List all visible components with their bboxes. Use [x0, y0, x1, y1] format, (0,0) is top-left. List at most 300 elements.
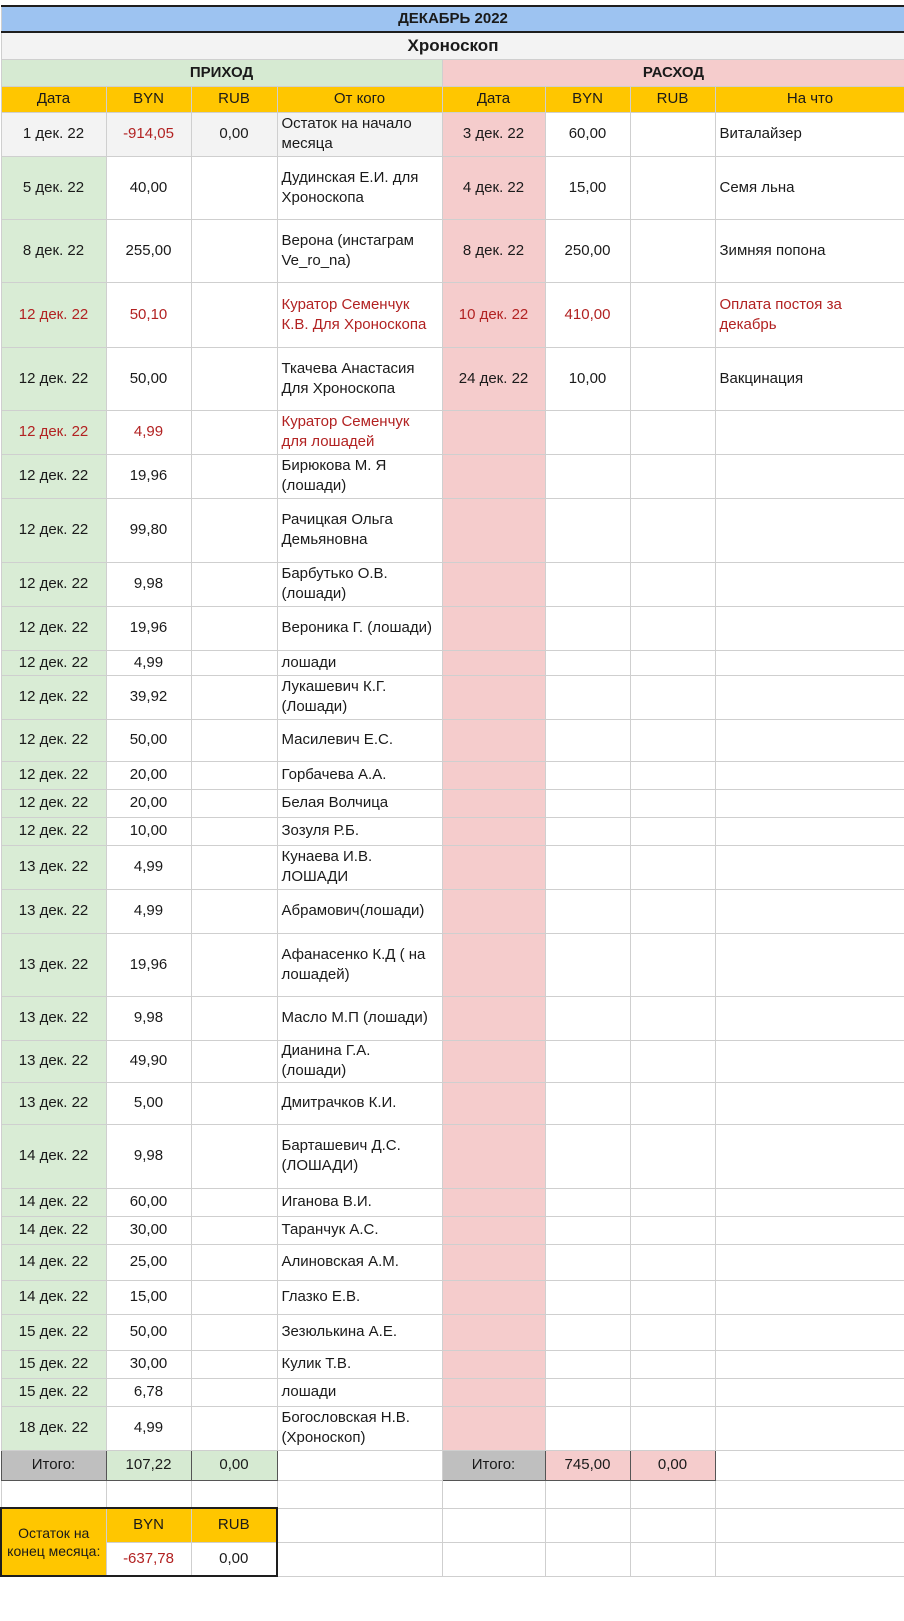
expense-what-cell[interactable]: Виталайзер: [715, 112, 904, 156]
expense-what-cell[interactable]: [715, 498, 904, 562]
expense-rub-cell[interactable]: [630, 675, 715, 719]
income-total-byn[interactable]: 107,22: [106, 1450, 191, 1480]
expense-byn-cell[interactable]: [545, 719, 630, 761]
expense-date-cell[interactable]: [442, 933, 545, 996]
balance-byn-header[interactable]: BYN: [106, 1508, 191, 1542]
income-byn-cell[interactable]: 50,10: [106, 282, 191, 347]
income-byn-cell[interactable]: 19,96: [106, 933, 191, 996]
expense-what-cell[interactable]: [715, 675, 904, 719]
expense-byn-cell[interactable]: [545, 1280, 630, 1314]
empty-cell[interactable]: [715, 1508, 904, 1542]
expense-byn-cell[interactable]: 410,00: [545, 282, 630, 347]
balance-rub-value[interactable]: 0,00: [191, 1542, 277, 1576]
income-rub-cell[interactable]: [191, 282, 277, 347]
income-byn-cell[interactable]: 99,80: [106, 498, 191, 562]
expense-total-byn[interactable]: 745,00: [545, 1450, 630, 1480]
income-from-cell[interactable]: Вероника Г. (лошади): [277, 606, 442, 650]
income-rub-cell[interactable]: [191, 1082, 277, 1124]
expense-date-cell[interactable]: 8 дек. 22: [442, 219, 545, 282]
income-date-cell[interactable]: 13 дек. 22: [1, 889, 106, 933]
expense-rub-cell[interactable]: [630, 650, 715, 675]
income-from-cell[interactable]: Дмитрачков К.И.: [277, 1082, 442, 1124]
income-rub-cell[interactable]: [191, 606, 277, 650]
expense-what-cell[interactable]: [715, 933, 904, 996]
expense-header-rub[interactable]: RUB: [630, 86, 715, 112]
expense-what-cell[interactable]: [715, 1040, 904, 1082]
income-byn-cell[interactable]: 4,99: [106, 410, 191, 454]
income-rub-cell[interactable]: [191, 219, 277, 282]
empty-cell[interactable]: [630, 1508, 715, 1542]
income-from-cell[interactable]: Абрамович(лошади): [277, 889, 442, 933]
expense-date-cell[interactable]: 4 дек. 22: [442, 156, 545, 219]
income-from-cell[interactable]: Афанасенко К.Д ( на лошадей): [277, 933, 442, 996]
income-from-cell[interactable]: Алиновская А.М.: [277, 1244, 442, 1280]
expense-what-cell[interactable]: [715, 1406, 904, 1450]
income-date-cell[interactable]: 5 дек. 22: [1, 156, 106, 219]
income-rub-cell[interactable]: [191, 454, 277, 498]
table-row: [1, 606, 904, 650]
income-date-cell[interactable]: 12 дек. 22: [1, 410, 106, 454]
expense-byn-cell[interactable]: [545, 675, 630, 719]
income-rub-cell[interactable]: 0,00: [191, 112, 277, 156]
income-byn-cell[interactable]: 30,00: [106, 1350, 191, 1378]
income-from-cell[interactable]: Горбачева А.А.: [277, 761, 442, 789]
income-rub-cell[interactable]: [191, 562, 277, 606]
income-rub-cell[interactable]: [191, 1406, 277, 1450]
income-byn-cell[interactable]: 20,00: [106, 761, 191, 789]
expense-byn-cell[interactable]: [545, 1350, 630, 1378]
expense-byn-cell[interactable]: [545, 1082, 630, 1124]
expense-byn-cell[interactable]: [545, 817, 630, 845]
expense-what-cell[interactable]: [715, 761, 904, 789]
income-from-cell[interactable]: Лукашевич К.Г. (Лошади): [277, 675, 442, 719]
income-from-cell[interactable]: Куратор Семенчук для лошадей: [277, 410, 442, 454]
income-date-cell[interactable]: 12 дек. 22: [1, 761, 106, 789]
expense-date-cell[interactable]: [442, 889, 545, 933]
income-header-from[interactable]: От кого: [277, 86, 442, 112]
expense-what-cell[interactable]: [715, 1350, 904, 1378]
expense-what-cell[interactable]: [715, 996, 904, 1040]
income-byn-cell[interactable]: 9,98: [106, 1124, 191, 1188]
income-title[interactable]: ПРИХОД: [1, 59, 442, 86]
expense-rub-cell[interactable]: [630, 789, 715, 817]
income-date-cell[interactable]: 15 дек. 22: [1, 1350, 106, 1378]
income-byn-cell[interactable]: 15,00: [106, 1280, 191, 1314]
expense-date-cell[interactable]: 10 дек. 22: [442, 282, 545, 347]
income-from-cell[interactable]: Барташевич Д.С. (ЛОШАДИ): [277, 1124, 442, 1188]
expense-what-cell[interactable]: [715, 562, 904, 606]
expense-rub-cell[interactable]: [630, 112, 715, 156]
expense-rub-cell[interactable]: [630, 498, 715, 562]
expense-byn-cell[interactable]: [545, 1188, 630, 1216]
expense-date-cell[interactable]: [442, 1378, 545, 1406]
income-from-cell[interactable]: Масилевич Е.С.: [277, 719, 442, 761]
expense-date-cell[interactable]: [442, 1406, 545, 1450]
expense-title[interactable]: РАСХОД: [442, 59, 904, 86]
income-from-cell[interactable]: Куратор Семенчук К.В. Для Хроноскопа: [277, 282, 442, 347]
expense-what-cell[interactable]: [715, 789, 904, 817]
expense-rub-cell[interactable]: [630, 1124, 715, 1188]
income-from-cell[interactable]: Остаток на начало месяца: [277, 112, 442, 156]
income-date-cell[interactable]: 8 дек. 22: [1, 219, 106, 282]
table-row: [1, 996, 904, 1040]
income-byn-cell[interactable]: 10,00: [106, 817, 191, 845]
expense-rub-cell[interactable]: [630, 1216, 715, 1244]
income-date-cell[interactable]: 13 дек. 22: [1, 1082, 106, 1124]
income-total-label[interactable]: Итого:: [1, 1450, 106, 1480]
expense-what-cell[interactable]: [715, 606, 904, 650]
expense-date-cell[interactable]: [442, 650, 545, 675]
expense-rub-cell[interactable]: [630, 1350, 715, 1378]
empty-cell[interactable]: [442, 1542, 545, 1576]
income-byn-cell[interactable]: 50,00: [106, 719, 191, 761]
income-from-cell[interactable]: Бирюкова М. Я (лошади): [277, 454, 442, 498]
income-byn-cell[interactable]: 4,99: [106, 1406, 191, 1450]
month-title[interactable]: ДЕКАБРЬ 2022: [1, 6, 904, 32]
income-byn-cell[interactable]: 4,99: [106, 845, 191, 889]
expense-rub-cell[interactable]: [630, 454, 715, 498]
expense-date-cell[interactable]: [442, 1082, 545, 1124]
income-date-cell[interactable]: 14 дек. 22: [1, 1124, 106, 1188]
expense-rub-cell[interactable]: [630, 933, 715, 996]
expense-rub-cell[interactable]: [630, 719, 715, 761]
income-byn-cell[interactable]: 50,00: [106, 347, 191, 410]
expense-what-cell[interactable]: [715, 889, 904, 933]
expense-rub-cell[interactable]: [630, 347, 715, 410]
income-rub-cell[interactable]: [191, 498, 277, 562]
expense-header-what[interactable]: На что: [715, 86, 904, 112]
expense-byn-cell[interactable]: [545, 1406, 630, 1450]
expense-byn-cell[interactable]: [545, 1216, 630, 1244]
expense-what-cell[interactable]: [715, 719, 904, 761]
income-from-cell[interactable]: Кулик Т.В.: [277, 1350, 442, 1378]
income-byn-cell[interactable]: 30,00: [106, 1216, 191, 1244]
income-rub-cell[interactable]: [191, 1378, 277, 1406]
income-date-cell[interactable]: 12 дек. 22: [1, 606, 106, 650]
month-row: [1, 6, 904, 32]
income-header-byn[interactable]: BYN: [106, 86, 191, 112]
balance-label[interactable]: Остаток на конец месяца:: [1, 1508, 106, 1576]
income-byn-cell[interactable]: 39,92: [106, 675, 191, 719]
project-title[interactable]: Хроноскоп: [1, 32, 904, 59]
expense-what-cell[interactable]: [715, 845, 904, 889]
expense-what-cell[interactable]: [715, 1280, 904, 1314]
expense-what-cell[interactable]: Зимняя попона: [715, 219, 904, 282]
expense-what-cell[interactable]: Семя льна: [715, 156, 904, 219]
expense-byn-cell[interactable]: [545, 562, 630, 606]
empty-cell[interactable]: [630, 1542, 715, 1576]
empty-cell[interactable]: [106, 1480, 191, 1508]
expense-byn-cell[interactable]: [545, 1244, 630, 1280]
empty-cell[interactable]: [277, 1480, 442, 1508]
income-date-cell[interactable]: 12 дек. 22: [1, 562, 106, 606]
expense-byn-cell[interactable]: 250,00: [545, 219, 630, 282]
income-from-cell[interactable]: Кунаева И.В. ЛОШАДИ: [277, 845, 442, 889]
income-rub-cell[interactable]: [191, 996, 277, 1040]
expense-date-cell[interactable]: 3 дек. 22: [442, 112, 545, 156]
income-rub-cell[interactable]: [191, 675, 277, 719]
expense-what-cell[interactable]: Вакцинация: [715, 347, 904, 410]
income-date-cell[interactable]: 12 дек. 22: [1, 650, 106, 675]
expense-date-cell[interactable]: 24 дек. 22: [442, 347, 545, 410]
expense-rub-cell[interactable]: [630, 1040, 715, 1082]
expense-byn-cell[interactable]: [545, 410, 630, 454]
income-date-cell[interactable]: 12 дек. 22: [1, 454, 106, 498]
expense-date-cell[interactable]: [442, 498, 545, 562]
income-rub-cell[interactable]: [191, 1124, 277, 1188]
income-total-rub[interactable]: 0,00: [191, 1450, 277, 1480]
income-byn-cell[interactable]: 6,78: [106, 1378, 191, 1406]
balance-header-row: [1, 1508, 904, 1542]
income-rub-cell[interactable]: [191, 789, 277, 817]
income-header-date[interactable]: Дата: [1, 86, 106, 112]
expense-rub-cell[interactable]: [630, 1082, 715, 1124]
empty-cell[interactable]: [442, 1480, 545, 1508]
empty-cell[interactable]: [545, 1508, 630, 1542]
expense-total-rub[interactable]: 0,00: [630, 1450, 715, 1480]
expense-date-cell[interactable]: [442, 1040, 545, 1082]
expense-byn-cell[interactable]: [545, 889, 630, 933]
income-from-cell[interactable]: Глазко Е.В.: [277, 1280, 442, 1314]
income-rub-cell[interactable]: [191, 719, 277, 761]
income-byn-cell[interactable]: 20,00: [106, 789, 191, 817]
expense-what-cell[interactable]: [715, 1314, 904, 1350]
expense-byn-cell[interactable]: [545, 1314, 630, 1350]
income-rub-cell[interactable]: [191, 845, 277, 889]
expense-rub-cell[interactable]: [630, 1188, 715, 1216]
expense-byn-cell[interactable]: [545, 1378, 630, 1406]
expense-byn-cell[interactable]: [545, 1040, 630, 1082]
expense-rub-cell[interactable]: [630, 996, 715, 1040]
table-row: [1, 650, 904, 675]
income-rub-cell[interactable]: [191, 1040, 277, 1082]
income-date-cell[interactable]: 15 дек. 22: [1, 1378, 106, 1406]
table-row: [1, 112, 904, 156]
expense-byn-cell[interactable]: [545, 789, 630, 817]
empty-cell[interactable]: [277, 1542, 442, 1576]
expense-byn-cell[interactable]: [545, 933, 630, 996]
income-rub-cell[interactable]: [191, 156, 277, 219]
income-rub-cell[interactable]: [191, 1314, 277, 1350]
expense-byn-cell[interactable]: 60,00: [545, 112, 630, 156]
income-from-cell[interactable]: лошади: [277, 650, 442, 675]
income-date-cell[interactable]: 13 дек. 22: [1, 845, 106, 889]
expense-what-cell[interactable]: [715, 454, 904, 498]
income-date-cell[interactable]: 12 дек. 22: [1, 719, 106, 761]
income-rub-cell[interactable]: [191, 410, 277, 454]
expense-header-byn[interactable]: BYN: [545, 86, 630, 112]
income-rub-cell[interactable]: [191, 1188, 277, 1216]
expense-date-cell[interactable]: [442, 1244, 545, 1280]
income-date-cell[interactable]: 14 дек. 22: [1, 1216, 106, 1244]
income-from-cell[interactable]: Дианина Г.А. (лошади): [277, 1040, 442, 1082]
income-rub-cell[interactable]: [191, 1280, 277, 1314]
income-byn-cell[interactable]: 25,00: [106, 1244, 191, 1280]
expense-header-date[interactable]: Дата: [442, 86, 545, 112]
income-date-cell[interactable]: 14 дек. 22: [1, 1188, 106, 1216]
expense-rub-cell[interactable]: [630, 889, 715, 933]
expense-what-cell[interactable]: [715, 1082, 904, 1124]
expense-byn-cell[interactable]: [545, 761, 630, 789]
income-byn-cell[interactable]: 4,99: [106, 889, 191, 933]
expense-total-label[interactable]: Итого:: [442, 1450, 545, 1480]
table-row: [1, 719, 904, 761]
income-byn-cell[interactable]: 5,00: [106, 1082, 191, 1124]
income-byn-cell[interactable]: 49,90: [106, 1040, 191, 1082]
expense-what-cell[interactable]: [715, 817, 904, 845]
empty-cell[interactable]: [277, 1508, 442, 1542]
empty-cell[interactable]: [715, 1480, 904, 1508]
income-from-cell[interactable]: Дудинская Е.И. для Хроноскопа: [277, 156, 442, 219]
empty-cell[interactable]: [191, 1480, 277, 1508]
expense-rub-cell[interactable]: [630, 606, 715, 650]
expense-rub-cell[interactable]: [630, 219, 715, 282]
expense-rub-cell[interactable]: [630, 562, 715, 606]
expense-byn-cell[interactable]: [545, 454, 630, 498]
income-header-rub[interactable]: RUB: [191, 86, 277, 112]
expense-rub-cell[interactable]: [630, 1378, 715, 1406]
income-date-cell[interactable]: 13 дек. 22: [1, 933, 106, 996]
income-from-cell[interactable]: лошади: [277, 1378, 442, 1406]
expense-rub-cell[interactable]: [630, 156, 715, 219]
expense-rub-cell[interactable]: [630, 282, 715, 347]
income-date-cell[interactable]: 12 дек. 22: [1, 498, 106, 562]
income-byn-cell[interactable]: 60,00: [106, 1188, 191, 1216]
empty-cell[interactable]: [442, 1508, 545, 1542]
income-from-cell[interactable]: Зозуля Р.Б.: [277, 817, 442, 845]
income-date-cell[interactable]: 12 дек. 22: [1, 789, 106, 817]
income-rub-cell[interactable]: [191, 817, 277, 845]
expense-byn-cell[interactable]: [545, 498, 630, 562]
expense-what-cell[interactable]: Оплата постоя за декабрь: [715, 282, 904, 347]
project-row: [1, 32, 904, 59]
income-rub-cell[interactable]: [191, 1216, 277, 1244]
income-date-cell[interactable]: 14 дек. 22: [1, 1244, 106, 1280]
expense-rub-cell[interactable]: [630, 410, 715, 454]
income-from-cell[interactable]: Таранчук А.С.: [277, 1216, 442, 1244]
expense-what-cell[interactable]: [715, 650, 904, 675]
expense-date-cell[interactable]: [442, 719, 545, 761]
income-date-cell[interactable]: 12 дек. 22: [1, 817, 106, 845]
expense-date-cell[interactable]: [442, 1314, 545, 1350]
expense-byn-cell[interactable]: 10,00: [545, 347, 630, 410]
income-from-cell[interactable]: Рачицкая Ольга Демьяновна: [277, 498, 442, 562]
expense-what-cell[interactable]: [715, 410, 904, 454]
income-byn-cell[interactable]: 40,00: [106, 156, 191, 219]
expense-date-cell[interactable]: [442, 761, 545, 789]
empty-cell[interactable]: [277, 1450, 442, 1480]
empty-cell[interactable]: [715, 1450, 904, 1480]
income-from-cell[interactable]: Верона (инстаграм Ve_ro_na): [277, 219, 442, 282]
empty-cell[interactable]: [1, 1480, 106, 1508]
income-rub-cell[interactable]: [191, 761, 277, 789]
expense-byn-cell[interactable]: [545, 996, 630, 1040]
expense-date-cell[interactable]: [442, 410, 545, 454]
expense-what-cell[interactable]: [715, 1244, 904, 1280]
expense-what-cell[interactable]: [715, 1378, 904, 1406]
expense-what-cell[interactable]: [715, 1124, 904, 1188]
income-rub-cell[interactable]: [191, 347, 277, 410]
expense-rub-cell[interactable]: [630, 845, 715, 889]
blank-row: [1, 1480, 904, 1508]
income-rub-cell[interactable]: [191, 933, 277, 996]
income-date-cell[interactable]: 12 дек. 22: [1, 347, 106, 410]
expense-rub-cell[interactable]: [630, 817, 715, 845]
expense-rub-cell[interactable]: [630, 1406, 715, 1450]
income-date-cell[interactable]: 13 дек. 22: [1, 996, 106, 1040]
balance-rub-header[interactable]: RUB: [191, 1508, 277, 1542]
expense-date-cell[interactable]: [442, 562, 545, 606]
expense-date-cell[interactable]: [442, 1216, 545, 1244]
income-date-cell[interactable]: 18 дек. 22: [1, 1406, 106, 1450]
expense-date-cell[interactable]: [442, 1188, 545, 1216]
expense-date-cell[interactable]: [442, 1280, 545, 1314]
expense-byn-cell[interactable]: [545, 606, 630, 650]
income-byn-cell[interactable]: 50,00: [106, 1314, 191, 1350]
empty-cell[interactable]: [545, 1480, 630, 1508]
income-rub-cell[interactable]: [191, 650, 277, 675]
expense-what-cell[interactable]: [715, 1188, 904, 1216]
income-date-cell[interactable]: 15 дек. 22: [1, 1314, 106, 1350]
income-from-cell[interactable]: Масло М.П (лошади): [277, 996, 442, 1040]
income-rub-cell[interactable]: [191, 1244, 277, 1280]
income-from-cell[interactable]: Зезюлькина А.Е.: [277, 1314, 442, 1350]
income-date-cell[interactable]: 1 дек. 22: [1, 112, 106, 156]
income-from-cell[interactable]: Ткачева Анастасия Для Хроноскопа: [277, 347, 442, 410]
income-byn-cell[interactable]: -914,05: [106, 112, 191, 156]
expense-date-cell[interactable]: [442, 1350, 545, 1378]
expense-byn-cell[interactable]: [545, 1124, 630, 1188]
income-date-cell[interactable]: 13 дек. 22: [1, 1040, 106, 1082]
income-byn-cell[interactable]: 9,98: [106, 996, 191, 1040]
expense-date-cell[interactable]: [442, 1124, 545, 1188]
expense-date-cell[interactable]: [442, 675, 545, 719]
income-byn-cell[interactable]: 255,00: [106, 219, 191, 282]
expense-date-cell[interactable]: [442, 996, 545, 1040]
expense-date-cell[interactable]: [442, 454, 545, 498]
income-byn-cell[interactable]: 19,96: [106, 606, 191, 650]
expense-date-cell[interactable]: [442, 606, 545, 650]
income-rub-cell[interactable]: [191, 889, 277, 933]
income-date-cell[interactable]: 14 дек. 22: [1, 1280, 106, 1314]
income-date-cell[interactable]: 12 дек. 22: [1, 675, 106, 719]
income-byn-cell[interactable]: 9,98: [106, 562, 191, 606]
empty-cell[interactable]: [715, 1542, 904, 1576]
income-byn-cell[interactable]: 4,99: [106, 650, 191, 675]
expense-date-cell[interactable]: [442, 817, 545, 845]
expense-rub-cell[interactable]: [630, 1280, 715, 1314]
expense-rub-cell[interactable]: [630, 761, 715, 789]
income-from-cell[interactable]: Иганова В.И.: [277, 1188, 442, 1216]
empty-cell[interactable]: [630, 1480, 715, 1508]
expense-byn-cell[interactable]: 15,00: [545, 156, 630, 219]
expense-what-cell[interactable]: [715, 1216, 904, 1244]
income-from-cell[interactable]: Богословская Н.В. (Хроноскоп): [277, 1406, 442, 1450]
empty-cell[interactable]: [545, 1542, 630, 1576]
expense-byn-cell[interactable]: [545, 845, 630, 889]
balance-byn-value[interactable]: -637,78: [106, 1542, 191, 1576]
expense-byn-cell[interactable]: [545, 650, 630, 675]
income-date-cell[interactable]: 12 дек. 22: [1, 282, 106, 347]
expense-date-cell[interactable]: [442, 789, 545, 817]
expense-date-cell[interactable]: [442, 845, 545, 889]
income-from-cell[interactable]: Барбутько О.В. (лошади): [277, 562, 442, 606]
income-byn-cell[interactable]: 19,96: [106, 454, 191, 498]
income-from-cell[interactable]: Белая Волчица: [277, 789, 442, 817]
expense-rub-cell[interactable]: [630, 1244, 715, 1280]
income-rub-cell[interactable]: [191, 1350, 277, 1378]
expense-rub-cell[interactable]: [630, 1314, 715, 1350]
